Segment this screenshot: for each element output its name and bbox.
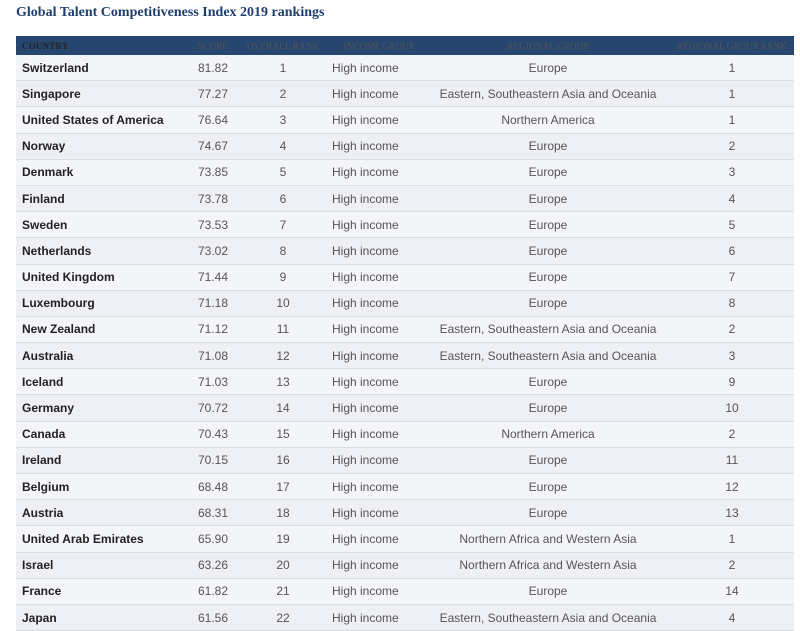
cell-regional-group: Europe xyxy=(426,500,670,526)
header-score: SCORE xyxy=(182,36,240,55)
cell-regional-group-rank: 3 xyxy=(670,343,794,369)
cell-score: 73.78 xyxy=(182,185,240,211)
cell-income-group: High income xyxy=(326,578,426,604)
table-row xyxy=(16,55,794,81)
cell-income-group: High income xyxy=(326,369,426,395)
table-row xyxy=(16,447,794,473)
header-regional-group-rank: REGIONAL GROUP RANK xyxy=(670,36,794,55)
cell-regional-group: Europe xyxy=(426,264,670,290)
table-header xyxy=(16,36,794,55)
cell-regional-group-rank: 2 xyxy=(670,316,794,342)
cell-overall-rank: 6 xyxy=(240,185,326,211)
table-row xyxy=(16,159,794,185)
cell-country: Netherlands xyxy=(16,238,182,264)
table-row xyxy=(16,604,794,630)
cell-regional-group: Eastern, Southeastern Asia and Oceania xyxy=(426,604,670,630)
cell-regional-group: Europe xyxy=(426,578,670,604)
cell-regional-group: Europe xyxy=(426,369,670,395)
cell-income-group: High income xyxy=(326,264,426,290)
cell-score: 73.85 xyxy=(182,159,240,185)
cell-country: New Zealand xyxy=(16,316,182,342)
cell-regional-group-rank: 1 xyxy=(670,526,794,552)
table-row xyxy=(16,212,794,238)
cell-regional-group: Eastern, Southeastern Asia and Oceania xyxy=(426,343,670,369)
cell-country: United Kingdom xyxy=(16,264,182,290)
cell-regional-group-rank: 1 xyxy=(670,107,794,133)
cell-overall-rank: 15 xyxy=(240,421,326,447)
cell-score: 61.82 xyxy=(182,578,240,604)
cell-score: 71.12 xyxy=(182,316,240,342)
cell-regional-group-rank: 5 xyxy=(670,212,794,238)
cell-score: 61.56 xyxy=(182,604,240,630)
cell-income-group: High income xyxy=(326,316,426,342)
cell-regional-group-rank: 12 xyxy=(670,474,794,500)
table-row xyxy=(16,107,794,133)
cell-regional-group-rank: 4 xyxy=(670,185,794,211)
cell-regional-group-rank: 2 xyxy=(670,421,794,447)
cell-country: Germany xyxy=(16,395,182,421)
cell-income-group: High income xyxy=(326,421,426,447)
table-row xyxy=(16,578,794,604)
cell-overall-rank: 20 xyxy=(240,552,326,578)
cell-regional-group-rank: 7 xyxy=(670,264,794,290)
header-income-group: INCOME GROUP xyxy=(326,36,426,55)
cell-overall-rank: 16 xyxy=(240,447,326,473)
cell-overall-rank: 3 xyxy=(240,107,326,133)
cell-overall-rank: 22 xyxy=(240,604,326,630)
cell-income-group: High income xyxy=(326,159,426,185)
cell-income-group: High income xyxy=(326,447,426,473)
table-row xyxy=(16,526,794,552)
cell-overall-rank: 11 xyxy=(240,316,326,342)
table-row xyxy=(16,369,794,395)
cell-income-group: High income xyxy=(326,238,426,264)
cell-regional-group-rank: 6 xyxy=(670,238,794,264)
cell-country: United Arab Emirates xyxy=(16,526,182,552)
cell-regional-group-rank: 1 xyxy=(670,81,794,107)
cell-income-group: High income xyxy=(326,290,426,316)
cell-score: 77.27 xyxy=(182,81,240,107)
cell-overall-rank: 12 xyxy=(240,343,326,369)
table-row xyxy=(16,474,794,500)
cell-country: United States of America xyxy=(16,107,182,133)
cell-score: 71.03 xyxy=(182,369,240,395)
cell-regional-group-rank: 8 xyxy=(670,290,794,316)
cell-income-group: High income xyxy=(326,500,426,526)
table-row xyxy=(16,264,794,290)
cell-regional-group: Europe xyxy=(426,238,670,264)
cell-regional-group-rank: 13 xyxy=(670,500,794,526)
cell-overall-rank: 14 xyxy=(240,395,326,421)
cell-country: Finland xyxy=(16,185,182,211)
cell-regional-group-rank: 3 xyxy=(670,159,794,185)
table-body xyxy=(16,55,794,631)
cell-regional-group: Europe xyxy=(426,159,670,185)
cell-country: Switzerland xyxy=(16,55,182,81)
cell-country: Denmark xyxy=(16,159,182,185)
cell-score: 73.53 xyxy=(182,212,240,238)
cell-overall-rank: 1 xyxy=(240,55,326,81)
cell-country: Israel xyxy=(16,552,182,578)
cell-overall-rank: 10 xyxy=(240,290,326,316)
cell-regional-group-rank: 2 xyxy=(670,552,794,578)
cell-regional-group: Europe xyxy=(426,395,670,421)
cell-country: Japan xyxy=(16,604,182,630)
table-row xyxy=(16,500,794,526)
cell-income-group: High income xyxy=(326,185,426,211)
cell-regional-group: Europe xyxy=(426,474,670,500)
cell-country: Iceland xyxy=(16,369,182,395)
table-row xyxy=(16,552,794,578)
table-row xyxy=(16,81,794,107)
cell-regional-group-rank: 2 xyxy=(670,133,794,159)
page-title: Global Talent Competitiveness Index 2019 rankings xyxy=(16,5,325,20)
table-row xyxy=(16,238,794,264)
cell-regional-group-rank: 14 xyxy=(670,578,794,604)
cell-score: 76.64 xyxy=(182,107,240,133)
cell-income-group: High income xyxy=(326,526,426,552)
cell-score: 70.15 xyxy=(182,447,240,473)
cell-overall-rank: 21 xyxy=(240,578,326,604)
header-overall-rank: OVERALL RANK xyxy=(240,36,326,55)
cell-overall-rank: 19 xyxy=(240,526,326,552)
cell-overall-rank: 17 xyxy=(240,474,326,500)
cell-country: Luxembourg xyxy=(16,290,182,316)
cell-income-group: High income xyxy=(326,107,426,133)
cell-score: 71.18 xyxy=(182,290,240,316)
table-row xyxy=(16,133,794,159)
cell-regional-group-rank: 9 xyxy=(670,369,794,395)
table-row xyxy=(16,343,794,369)
cell-income-group: High income xyxy=(326,343,426,369)
cell-score: 71.08 xyxy=(182,343,240,369)
cell-overall-rank: 9 xyxy=(240,264,326,290)
cell-regional-group: Eastern, Southeastern Asia and Oceania xyxy=(426,316,670,342)
cell-score: 70.72 xyxy=(182,395,240,421)
table-row xyxy=(16,185,794,211)
cell-overall-rank: 2 xyxy=(240,81,326,107)
cell-income-group: High income xyxy=(326,81,426,107)
cell-country: France xyxy=(16,578,182,604)
cell-regional-group: Eastern, Southeastern Asia and Oceania xyxy=(426,81,670,107)
cell-score: 81.82 xyxy=(182,55,240,81)
cell-income-group: High income xyxy=(326,395,426,421)
cell-country: Austria xyxy=(16,500,182,526)
table-row xyxy=(16,395,794,421)
cell-score: 68.31 xyxy=(182,500,240,526)
cell-overall-rank: 5 xyxy=(240,159,326,185)
cell-regional-group: Northern Africa and Western Asia xyxy=(426,526,670,552)
cell-overall-rank: 8 xyxy=(240,238,326,264)
cell-regional-group: Europe xyxy=(426,185,670,211)
cell-score: 63.26 xyxy=(182,552,240,578)
cell-score: 68.48 xyxy=(182,474,240,500)
cell-regional-group-rank: 1 xyxy=(670,55,794,81)
cell-country: Norway xyxy=(16,133,182,159)
cell-regional-group: Northern America xyxy=(426,421,670,447)
table-row xyxy=(16,316,794,342)
cell-regional-group: Northern Africa and Western Asia xyxy=(426,552,670,578)
cell-score: 65.90 xyxy=(182,526,240,552)
cell-overall-rank: 4 xyxy=(240,133,326,159)
header-country: COUNTRY xyxy=(16,36,182,55)
cell-overall-rank: 13 xyxy=(240,369,326,395)
cell-country: Sweden xyxy=(16,212,182,238)
table-row xyxy=(16,421,794,447)
cell-regional-group: Europe xyxy=(426,447,670,473)
cell-income-group: High income xyxy=(326,212,426,238)
cell-regional-group: Northern America xyxy=(426,107,670,133)
cell-income-group: High income xyxy=(326,133,426,159)
cell-regional-group-rank: 11 xyxy=(670,447,794,473)
cell-regional-group: Europe xyxy=(426,133,670,159)
table-row xyxy=(16,290,794,316)
cell-regional-group: Europe xyxy=(426,290,670,316)
cell-regional-group: Europe xyxy=(426,212,670,238)
cell-regional-group-rank: 4 xyxy=(670,604,794,630)
cell-score: 71.44 xyxy=(182,264,240,290)
cell-country: Belgium xyxy=(16,474,182,500)
header-regional-group: REGIONAL GROUP xyxy=(426,36,670,55)
rankings-table xyxy=(16,36,794,631)
cell-overall-rank: 7 xyxy=(240,212,326,238)
cell-country: Ireland xyxy=(16,447,182,473)
cell-income-group: High income xyxy=(326,55,426,81)
cell-overall-rank: 18 xyxy=(240,500,326,526)
cell-country: Australia xyxy=(16,343,182,369)
cell-score: 73.02 xyxy=(182,238,240,264)
cell-country: Canada xyxy=(16,421,182,447)
cell-income-group: High income xyxy=(326,474,426,500)
cell-income-group: High income xyxy=(326,604,426,630)
cell-score: 74.67 xyxy=(182,133,240,159)
cell-income-group: High income xyxy=(326,552,426,578)
cell-score: 70.43 xyxy=(182,421,240,447)
cell-regional-group: Europe xyxy=(426,55,670,81)
cell-regional-group-rank: 10 xyxy=(670,395,794,421)
cell-country: Singapore xyxy=(16,81,182,107)
